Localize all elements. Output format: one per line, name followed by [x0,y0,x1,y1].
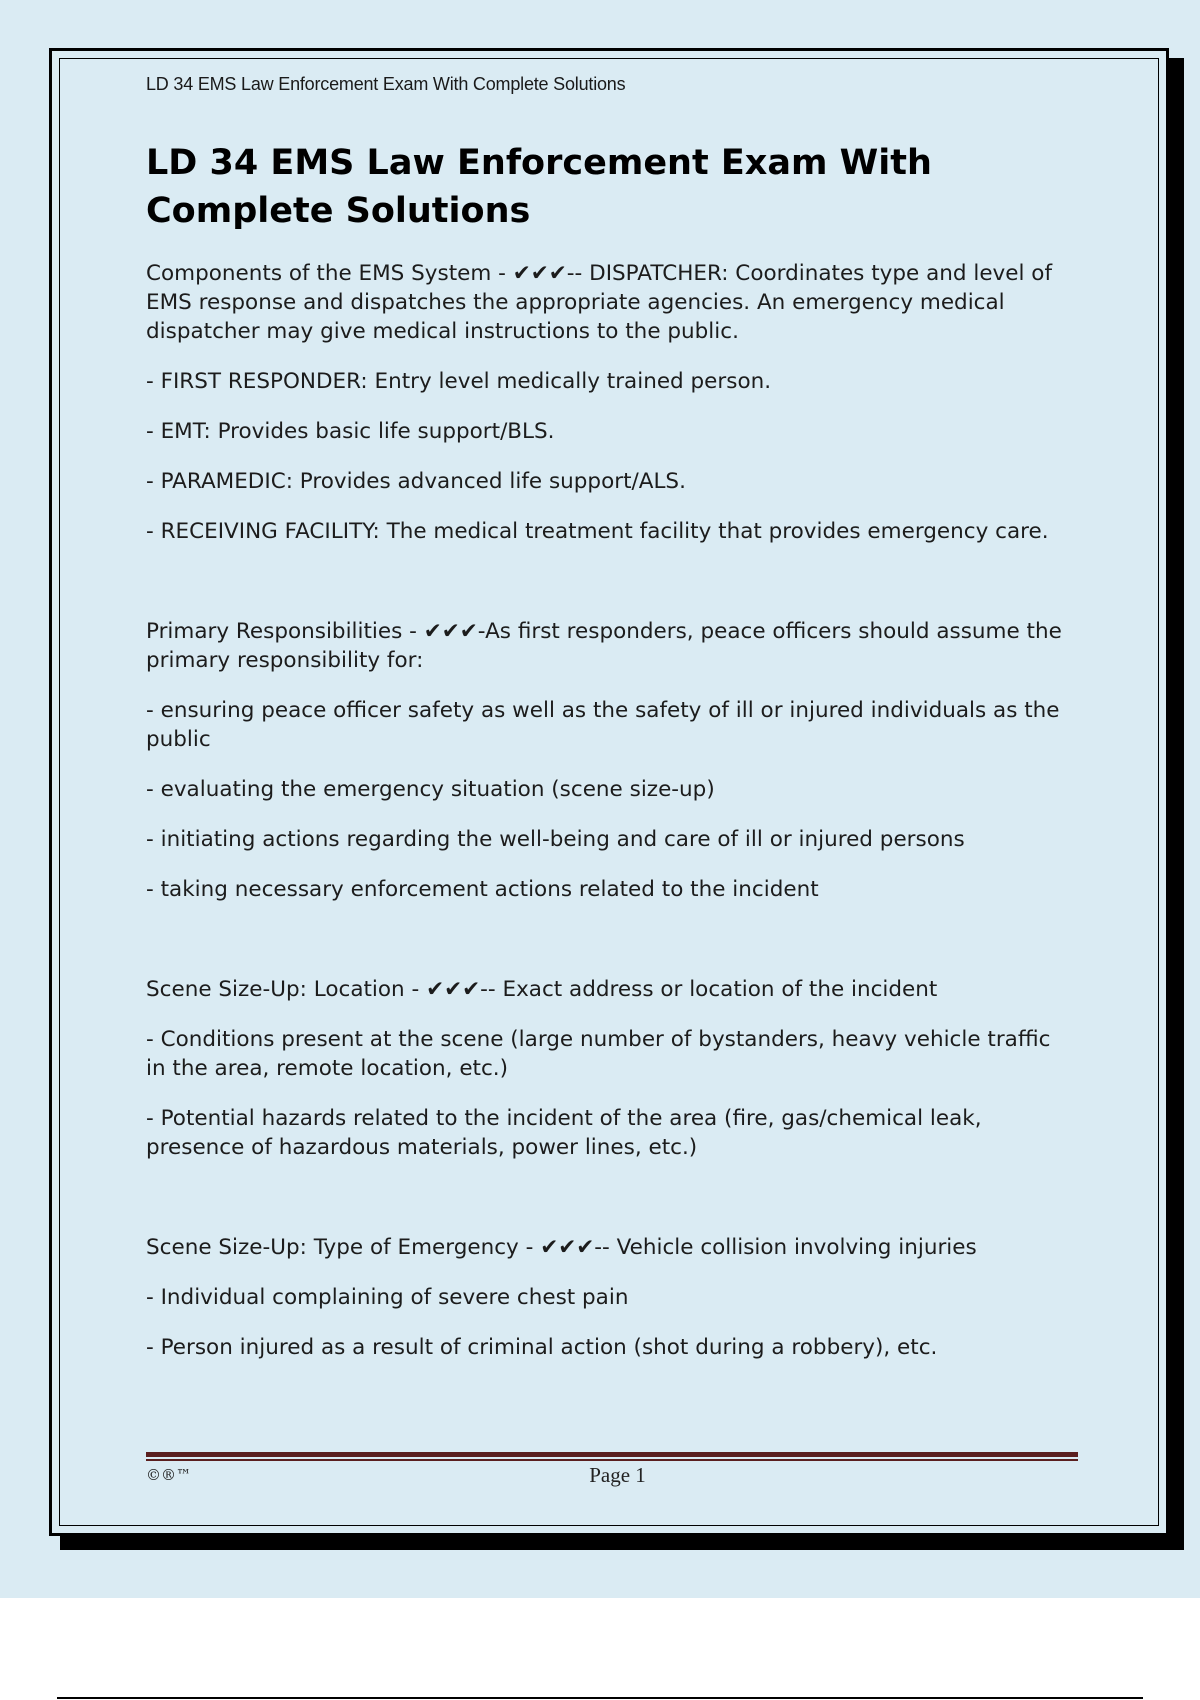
list-item: - taking necessary enforcement actions related to the incident [146,877,819,902]
list-item: - Person injured as a result of criminal action (shot during a robbery), etc. [146,1335,938,1360]
question-answer: Scene Size-Up: Location - ✔✔✔-- Exact address or location of the incident [146,977,938,1002]
section-scene-location [146,975,1076,1162]
list-item: - RECEIVING FACILITY: The medical treatment facility that provides emergency care. [146,519,1049,544]
page-number: Page 1 [589,1463,646,1487]
next-page-divider [57,1697,1143,1699]
section-spacer [146,925,1076,975]
document-title: LD 34 EMS Law Enforcement Exam With Complete Solutions [146,143,932,231]
document-body [146,74,1076,1383]
section-ems-components [146,259,1076,546]
footer-rule-thick [146,1452,1078,1457]
section-scene-emergency-type [146,1233,1076,1362]
list-item: - initiating actions regarding the well-being and care of ill or injured persons [146,827,965,852]
question-answer: Primary Responsibilities - ✔✔✔-As first responders, peace officers should assume the primary responsibility for: [146,619,1062,673]
list-item: - EMT: Provides basic life support/BLS. [146,419,555,444]
list-item: - PARAMEDIC: Provides advanced life support/ALS. [146,469,686,494]
section-primary-responsibilities [146,617,1076,904]
list-item: - Conditions present at the scene (large number of bystanders, heavy vehicle traffic in the area, remote location, etc.) [146,1027,1051,1081]
footer-rule-thin [146,1459,1078,1461]
list-item: - ensuring peace officer safety as well as the safety of ill or injured individuals as the public [146,698,1060,752]
list-item: - FIRST RESPONDER: Entry level medically trained person. [146,369,772,394]
list-item: - Individual complaining of severe chest pain [146,1285,629,1310]
question-answer: Scene Size-Up: Type of Emergency - ✔✔✔-- Vehicle collision involving injuries [146,1235,977,1260]
running-header: LD 34 EMS Law Enforcement Exam With Complete Solutions [146,74,626,94]
list-item: - evaluating the emergency situation (scene size-up) [146,777,715,802]
section-spacer [146,1183,1076,1233]
question-answer: Components of the EMS System - ✔✔✔-- DISPATCHER: Coordinates type and level of EMS response and dispatches the appropriate agencies. An emergency medical dispatcher may give medical instructions to the public. [146,261,1053,344]
list-item: - Potential hazards related to the incident of the area (fire, gas/chemical leak, presence of hazardous materials, power lines, etc.) [146,1106,982,1160]
footer-symbols: ©®™ [146,1466,191,1484]
section-spacer [146,567,1076,617]
